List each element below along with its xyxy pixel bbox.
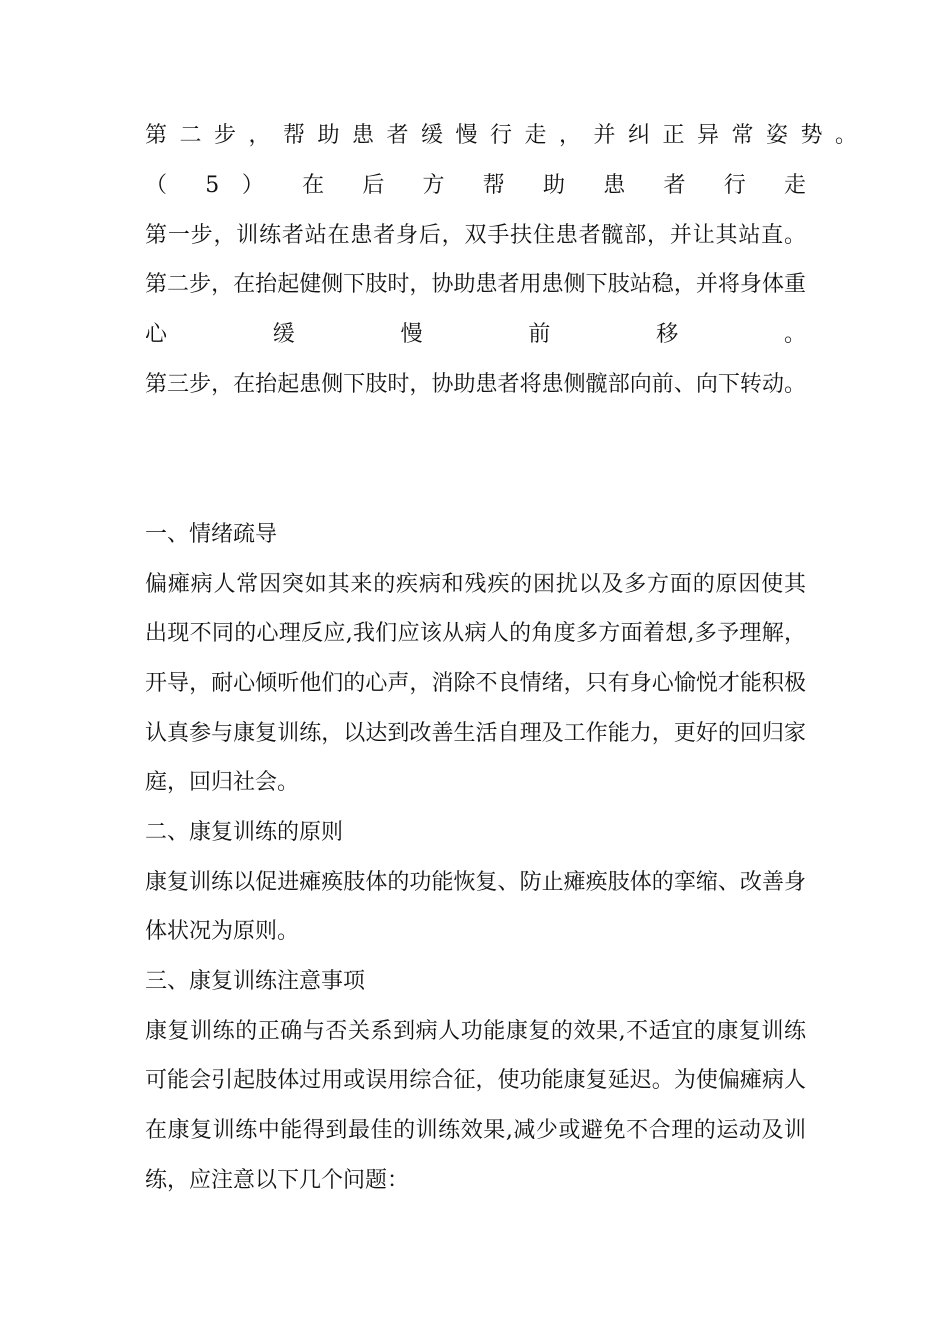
- heading-training-precautions: 三、康复训练注意事项: [145, 969, 366, 994]
- paragraph-line: 出现不同的心理反应,我们应该从病人的角度多方面着想,多予理解，: [145, 621, 806, 646]
- paragraph-line: 体状况为原则。: [145, 919, 300, 944]
- text-line-step-three: 第三步，在抬起患侧下肢时，协助患者将患侧髋部向前、向下转动。: [145, 372, 806, 397]
- paragraph-line: 偏瘫病人常因突如其来的疾病和残疾的困扰以及多方面的原因使其: [145, 572, 806, 597]
- text-line-step-two: 第二步，帮助患者缓慢行走，并纠正异常姿势。: [145, 123, 870, 148]
- paragraph-line: 康复训练的正确与否关系到病人功能康复的效果,不适宜的康复训练: [145, 1019, 806, 1044]
- text-line-step-two-b-cont: 心 缓 慢 前 移 。: [145, 322, 806, 347]
- paragraph-line: 在康复训练中能得到最佳的训练效果,减少或避免不合理的运动及训: [145, 1118, 806, 1143]
- paragraph-line: 可能会引起肢体过用或误用综合征，使功能康复延迟。为使偏瘫病人: [145, 1068, 806, 1093]
- heading-training-principles: 二、康复训练的原则: [145, 820, 344, 845]
- paragraph-line: 康复训练以促进瘫痪肢体的功能恢复、防止瘫痪肢体的挛缩、改善身: [145, 870, 806, 895]
- paragraph-line: 开导，耐心倾听他们的心声，消除不良情绪，只有身心愉悦才能积极: [145, 671, 806, 696]
- paragraph-line: 认真参与康复训练，以达到改善生活自理及工作能力，更好的回归家: [145, 721, 806, 746]
- paragraph-line: 庭，回归社会。: [145, 770, 300, 795]
- paragraph-line: 练，应注意以下几个问题：: [145, 1168, 410, 1193]
- heading-emotional-guidance: 一、情绪疏导: [145, 522, 278, 547]
- text-line-step-one: 第一步，训练者站在患者身后，双手扶住患者髋部，并让其站直。: [145, 223, 806, 248]
- text-line-step-two-b: 第二步，在抬起健侧下肢时，协助患者用患侧下肢站稳，并将身体重: [145, 272, 806, 297]
- text-line-subheading-walk-behind: （ 5 ） 在 后 方 帮 助 患 者 行 走: [145, 173, 806, 198]
